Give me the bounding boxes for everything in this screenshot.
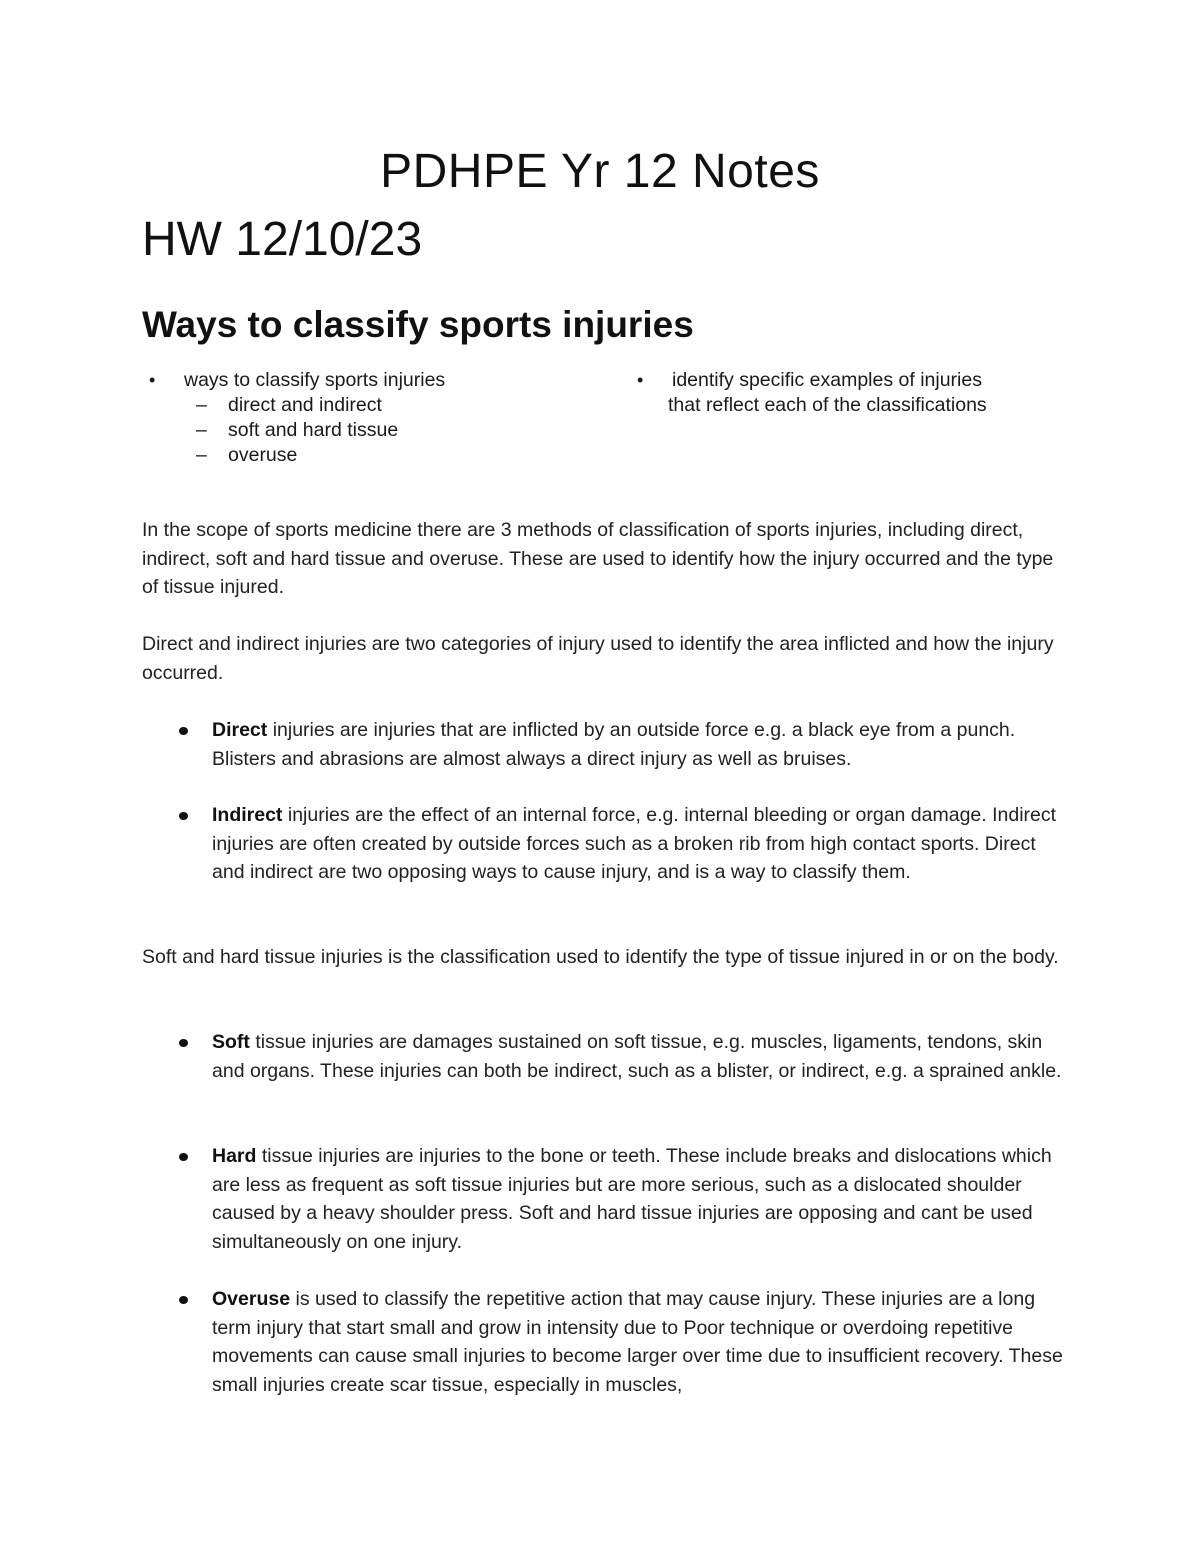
date-heading: HW 12/10/23 [142, 213, 423, 266]
dash-icon: – [196, 419, 207, 441]
list-item-direct [142, 716, 1067, 773]
bullet-list [142, 1028, 1067, 1085]
outcome-sub-item [142, 418, 612, 443]
outcome-sub-item [142, 393, 612, 418]
direct-indirect-paragraph: Direct and indirect injuries are two categories of injury used to identify the area inflicted and how the injury occurred. [142, 633, 1054, 684]
keyword: Indirect [212, 804, 283, 826]
section-heading: Ways to classify sports injuries [142, 304, 694, 345]
outcome-text: ways to classify sports injuries [184, 369, 446, 391]
outcome-bullet [630, 368, 1040, 393]
bullet-icon [179, 1039, 188, 1047]
outcome-continuation: that reflect each of the classifications [668, 394, 987, 416]
keyword: Hard [212, 1145, 257, 1167]
bullet-icon: • [149, 370, 156, 390]
list-item-hard [142, 1142, 1067, 1257]
outcome-sub-text: overuse [228, 444, 298, 466]
document-title: PDHPE Yr 12 Notes [380, 145, 820, 198]
outcome-sub-item [142, 443, 612, 468]
keyword: Direct [212, 719, 268, 741]
list-item-soft [142, 1028, 1067, 1085]
list-item-indirect [142, 801, 1067, 887]
bullet-list [142, 1142, 1067, 1257]
outcome-bullet [142, 368, 612, 393]
bullet-icon [179, 812, 188, 820]
dash-icon: – [196, 394, 207, 416]
outcome-sub-text: soft and hard tissue [228, 419, 399, 441]
outcomes-left-column [142, 368, 612, 468]
bullet-list [142, 716, 1067, 773]
bullet-icon [179, 1296, 188, 1304]
bullet-icon [179, 1153, 188, 1161]
bullet-icon: • [637, 370, 644, 390]
list-item-text: injuries are injuries that are inflicted by an outside force e.g. a black eye from a punch. Blisters and abrasions are almost always a direct injury as well as bruises. [212, 719, 1016, 770]
intro-paragraph: In the scope of sports medicine there are 3 methods of classification of sports injuries, including direct, indirect, soft and hard tissue and overuse. These are used to identify how the injury occurred and the type of tissue injured. [142, 519, 1054, 599]
dash-icon: – [196, 444, 207, 466]
outcomes-right-column [630, 368, 1040, 418]
list-item-text: injuries are the effect of an internal force, e.g. internal bleeding or organ damage. Indirect injuries are often created by outside forces such as a broken rib from high contact sports. Direct and indirect are two opposing ways to cause injury, and is a way to classify them. [212, 804, 1057, 884]
list-item-text: tissue injuries are injuries to the bone or teeth. These include breaks and dislocations which are less as frequent as soft tissue injuries but are more serious, such as a dislocated shoulder caused by a heavy shoulder press. Soft and hard tissue injuries are opposing and cant be used simultaneously on one injury. [212, 1145, 1052, 1254]
bullet-list [142, 801, 1067, 887]
keyword: Overuse [212, 1288, 291, 1310]
list-item-overuse [142, 1285, 1067, 1400]
list-item-text: tissue injuries are damages sustained on soft tissue, e.g. muscles, ligaments, tendons, skin and organs. These injuries can both be indirect, such as a blister, or indirect, e.g. a sprained ankle. [212, 1031, 1062, 1082]
soft-hard-paragraph: Soft and hard tissue injuries is the classification used to identify the type of tissue injured in or on the body. [142, 946, 1059, 968]
keyword: Soft [212, 1031, 250, 1053]
outcome-sub-text: direct and indirect [228, 394, 382, 416]
list-item-text: is used to classify the repetitive action that may cause injury. These injuries are a long term injury that start small and grow in intensity due to Poor technique or overdoing repetitive movements can cause small injuries to become larger over time due to insufficient recovery. These small injuries create scar tissue, especially in muscles, [212, 1288, 1063, 1397]
syllabus-outcomes [142, 368, 1042, 478]
bullet-list [142, 1285, 1067, 1400]
outcome-text: identify specific examples of injuries [672, 369, 982, 391]
bullet-icon [179, 727, 188, 735]
